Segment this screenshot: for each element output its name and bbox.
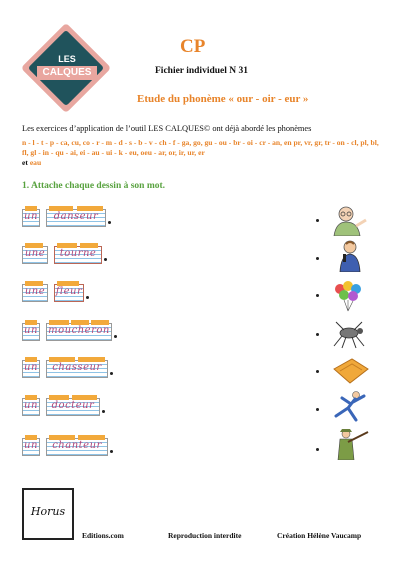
word-article <box>22 284 48 302</box>
phoneme-list-last: eau <box>29 158 42 167</box>
picture-dot[interactable] <box>316 333 319 336</box>
page-title: CP <box>180 36 206 57</box>
horus-logo-text: Horus <box>30 505 66 518</box>
word-dot[interactable] <box>110 372 113 375</box>
word-article <box>22 398 40 416</box>
horus-logo <box>22 488 74 540</box>
footer-editions: Editions.com <box>82 531 124 540</box>
picture-dot[interactable] <box>316 448 319 451</box>
article-text: un <box>24 400 38 411</box>
phoneme-list <box>22 138 384 168</box>
word-dot[interactable] <box>86 296 89 299</box>
word-article <box>22 209 40 227</box>
article-text: une <box>24 286 46 297</box>
tile-icon <box>326 355 372 387</box>
dancer-icon <box>326 390 372 422</box>
article-text: un <box>24 440 38 451</box>
word-article <box>22 438 40 456</box>
article-text: un <box>24 211 38 222</box>
word-dot[interactable] <box>102 410 105 413</box>
picture-dot[interactable] <box>316 370 319 373</box>
word-article <box>22 360 40 378</box>
picture-dot[interactable] <box>316 219 319 222</box>
hunter-icon <box>326 428 372 460</box>
les-calques-logo <box>22 24 112 114</box>
page-subtitle: Fichier individuel N 31 <box>155 66 248 76</box>
man-glasses-icon <box>326 204 372 236</box>
footer-creation: Création Hélène Vaucamp <box>277 531 362 540</box>
word-noun <box>54 246 102 264</box>
noun-text: tourne <box>59 248 97 259</box>
word-dot[interactable] <box>104 258 107 261</box>
word-dot[interactable] <box>108 221 111 224</box>
noun-text: fleur <box>55 286 83 297</box>
word-noun <box>46 323 112 341</box>
word-article <box>22 323 40 341</box>
word-noun <box>54 284 84 302</box>
picture-dot[interactable] <box>316 257 319 260</box>
noun-text: chanteur <box>52 440 102 451</box>
phoneme-list-text: n - l - t - p - ca, cu, co - r - m - d - s - b - v - ch - f - ga, go, gu - ou - br - oi - cr - an, en pr, vr, gr, tr - on - cl, pl, bl, fl, gl - in - qu - ai, ei - au - ui - k - eu, oeu - ar, or, ir, ur, er <box>22 138 379 157</box>
footer-reproduction: Reproduction interdite <box>168 531 242 540</box>
picture-dot[interactable] <box>316 294 319 297</box>
balloons-icon <box>326 280 372 312</box>
article-text: un <box>24 362 38 373</box>
singer-icon <box>326 240 372 272</box>
word-noun <box>46 360 108 378</box>
exercise-instruction: 1. Attache chaque dessin à son mot. <box>22 181 166 191</box>
article-text: un <box>24 325 38 336</box>
noun-text: moucheron <box>48 325 110 336</box>
noun-text: docteur <box>51 400 95 411</box>
picture-dot[interactable] <box>316 408 319 411</box>
word-noun <box>46 438 108 456</box>
word-noun <box>46 209 106 227</box>
logo-text-calques: CALQUES <box>37 66 97 80</box>
word-article <box>22 246 48 264</box>
noun-text: chasseur <box>52 362 102 373</box>
phoneme-list-and: et <box>22 158 28 167</box>
article-text: une <box>24 248 46 259</box>
word-noun <box>46 398 100 416</box>
word-dot[interactable] <box>114 335 117 338</box>
logo-text-les: LES <box>58 54 76 64</box>
insect-icon <box>326 318 372 350</box>
intro-text: Les exercices d’application de l’outil LES CALQUES© ont déjà abordé les phonèmes <box>22 124 312 133</box>
noun-text: danseur <box>53 211 99 222</box>
phoneme-title: Etude du phonème « our - oir - eur » <box>137 93 309 105</box>
word-dot[interactable] <box>110 450 113 453</box>
